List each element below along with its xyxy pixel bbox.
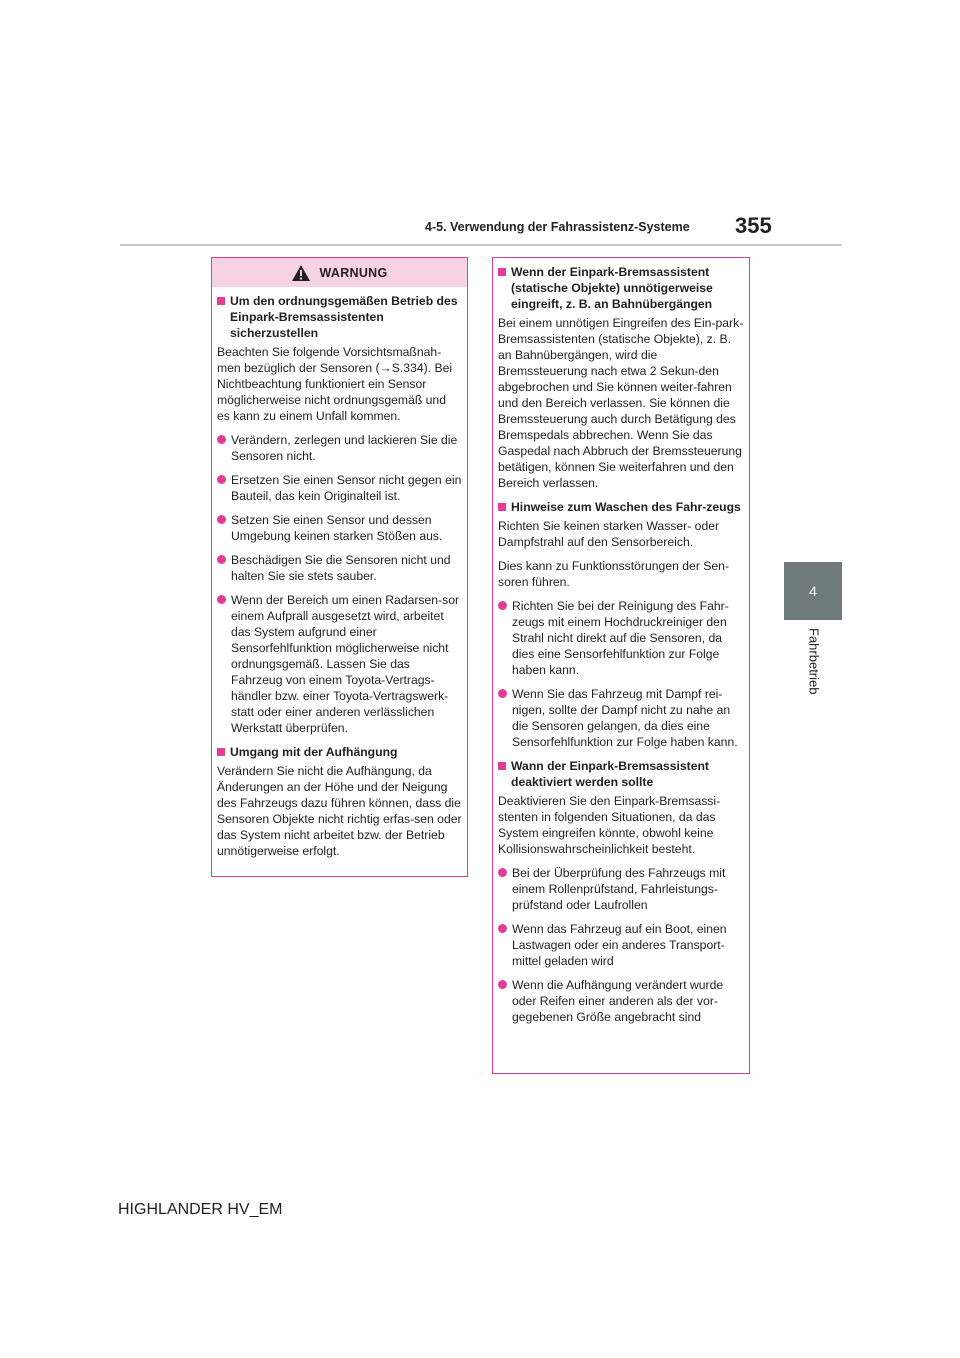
round-bullet-icon — [498, 924, 507, 933]
round-bullet-icon — [498, 868, 507, 877]
section-heading: Umgang mit der Aufhängung — [217, 744, 462, 760]
square-bullet-icon — [217, 748, 225, 756]
square-bullet-icon — [217, 297, 225, 305]
warning-header — [212, 258, 467, 287]
bullet-item: Wenn Sie das Fahrzeug mit Dampf rei-nigen, sollte der Dampf nicht zu nahe an die Sensoren gelangen, da dies eine Sensorfehlfunktion zur Folge haben kann. — [498, 686, 744, 750]
bullet-item: Wenn das Fahrzeug auf ein Boot, einen Lastwagen oder ein anderes Transport-mittel geladen wird — [498, 921, 744, 969]
chapter-number: 4 — [809, 583, 817, 599]
bullet-item: Richten Sie bei der Reinigung des Fahr-zeugs mit einem Hochdruckreiniger den Strahl nicht direkt auf die Sensoren, da dies eine Sensorfehlfunktion zur Folge haben kann. — [498, 598, 744, 678]
round-bullet-icon — [217, 515, 226, 524]
bullet-item: Wenn die Aufhängung verändert wurde oder Reifen einer anderen als der vor-gegebenen Größe angebracht sind — [498, 977, 744, 1025]
bullet-item: Wenn der Bereich um einen Radarsen-sor einem Aufprall ausgesetzt wird, arbeitet das System aufgrund einer Sensorfehlfunktion möglicherweise nicht ordnungsgemäß. Lassen Sie das Fahrzeug von einem Toyota-Vertrags-händler bzw. einer Toyota-Vertragswerk-statt oder einer anderen verlässlichen Werkstatt überprüfen. — [217, 592, 462, 736]
paragraph: Richten Sie keinen starken Wasser- oder Dampfstrahl auf den Sensorbereich. — [498, 519, 720, 549]
round-bullet-icon — [217, 435, 226, 444]
round-bullet-icon — [498, 689, 507, 698]
round-bullet-icon — [498, 980, 507, 989]
section-heading: Wann der Einpark-Bremsassistent deaktiviert werden sollte — [498, 758, 744, 790]
header-rule — [120, 244, 842, 246]
paragraph: Verändern Sie nicht die Aufhängung, da Änderungen an der Höhe und der Neigung des Fahrzeugs dazu führen können, dass die Sensoren Objekte nicht richtig erfas-sen oder das System nicht arbeitet bzw. der Betrieb unnötigerweise erfolgt. — [217, 764, 462, 858]
paragraph: Dies kann zu Funktionsstörungen der Sen-soren führen. — [498, 559, 730, 589]
info-content — [493, 258, 749, 1025]
paragraph: Bei einem unnötigen Eingreifen des Ein-park-Bremsassistenten (statische Objekte), z. B. an Bahnübergängen, wird die Bremssteuerung nach etwa 2 Sekun-den abgebrochen und Sie können weiter-fahren und den Bereich verlassen. Sie können die Bremssteuerung auch durch Betätigung des Bremspedals abbrechen. Wenn Sie das Gaspedal nach Abbruch der Bremssteuerung betätigen, können Sie weiterfahren und den Bereich verlassen. — [498, 316, 744, 490]
paragraph: Deaktivieren Sie den Einpark-Bremsassi-stenten in folgenden Situationen, da das System eingreifen könnte, obwohl keine Kollisionswahrscheinlichkeit besteht. — [498, 794, 721, 856]
page-number: 355 — [735, 213, 772, 238]
bullet-item: Setzen Sie einen Sensor und dessen Umgebung keinen starken Stößen aus. — [217, 512, 462, 544]
bullet-item: Bei der Überprüfung des Fahrzeugs mit einem Rollenprüfstand, Fahrleistungs-prüfstand oder Laufrollen — [498, 865, 744, 913]
round-bullet-icon — [498, 601, 507, 610]
section-heading: Um den ordnungsgemäßen Betrieb des Einpark-Bremsassistenten sicherzustellen — [217, 293, 462, 341]
square-bullet-icon — [498, 503, 506, 511]
info-box — [492, 257, 750, 1074]
bullet-item: Verändern, zerlegen und lackieren Sie die Sensoren nicht. — [217, 432, 462, 464]
square-bullet-icon — [498, 762, 506, 770]
bullet-item: Beschädigen Sie die Sensoren nicht und halten Sie sie stets sauber. — [217, 552, 462, 584]
bullet-item: Ersetzen Sie einen Sensor nicht gegen ein Bauteil, das kein Originalteil ist. — [217, 472, 462, 504]
round-bullet-icon — [217, 595, 226, 604]
warning-triangle-icon — [291, 264, 311, 282]
round-bullet-icon — [217, 475, 226, 484]
warning-content — [212, 287, 467, 859]
section-heading: Wenn der Einpark-Bremsassistent (statische Objekte) unnötigerweise eingreift, z. B. an Bahnübergängen — [498, 264, 744, 312]
paragraph: Beachten Sie folgende Vorsichtsmaßnah-men bezüglich der Sensoren (→S.334). Bei Nichtbeachtung funktioniert ein Sensor möglicherweise nicht ordnungsgemäß und es kann zu einem Unfall kommen. — [217, 345, 453, 423]
section-title: 4-5. Verwendung der Fahrassistenz-Systeme — [425, 220, 690, 234]
section-heading: Hinweise zum Waschen des Fahr-zeugs — [498, 499, 744, 515]
chapter-label-container — [786, 628, 842, 708]
warning-title: WARNUNG — [319, 265, 388, 280]
square-bullet-icon — [498, 268, 506, 276]
chapter-label: Fahrbetrieb — [806, 628, 822, 695]
round-bullet-icon — [217, 555, 226, 564]
footer-model: HIGHLANDER HV_EM — [118, 1201, 283, 1218]
chapter-tab — [784, 562, 842, 620]
warning-box — [211, 257, 468, 877]
